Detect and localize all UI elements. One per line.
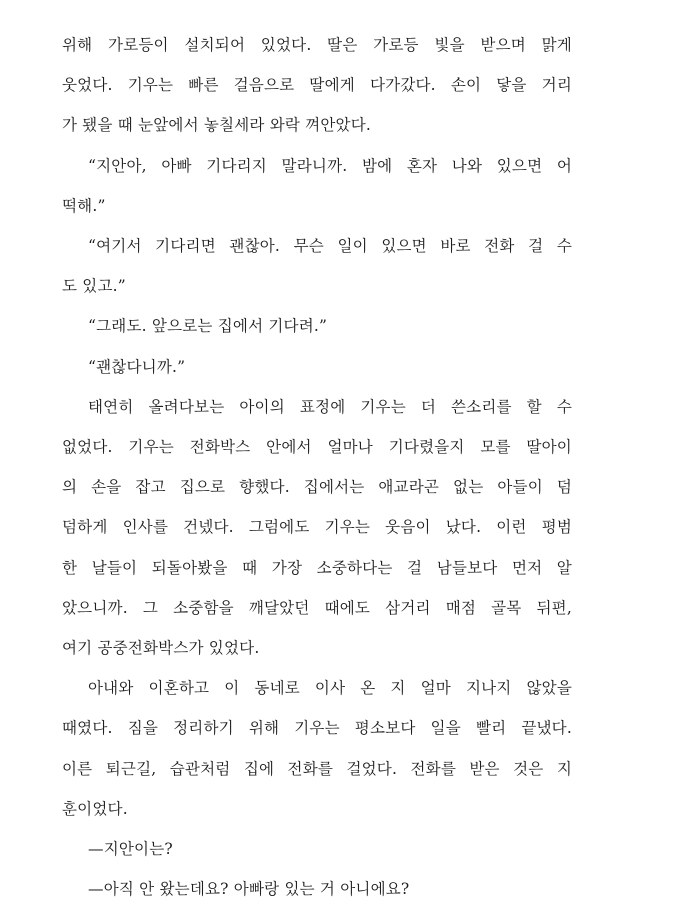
- paragraph-line-indented: 태연히 올려다보는 아이의 표정에 기우는 더 쓴소리를 할 수: [88, 397, 572, 416]
- paragraph-line: 떡해.”: [62, 196, 106, 215]
- paragraph-line: 의 손을 잡고 집으로 향했다. 집에서는 애교라곤 없는 아들이 덤: [62, 478, 572, 497]
- paragraph-line: 았으니까. 그 소중함을 깨달았던 때에도 삼거리 매점 골목 뒤편,: [62, 598, 572, 617]
- paragraph-line: 이른 퇴근길, 습관처럼 집에 전화를 걸었다. 전화를 받은 것은 지: [62, 759, 572, 778]
- paragraph-line-indented: “그래도. 앞으로는 집에서 기다려.”: [88, 317, 328, 336]
- paragraph-line: 가 됐을 때 눈앞에서 놓칠세라 와락 껴안았다.: [62, 116, 372, 135]
- paragraph-line-indented: —아직 안 왔는데요? 아빠랑 있는 거 아니에요?: [88, 880, 410, 899]
- paragraph-line: 한 날들이 되돌아봤을 때 가장 소중하다는 걸 남들보다 먼저 알: [62, 558, 572, 577]
- paragraph-line: 때였다. 짐을 정리하기 위해 기우는 평소보다 일을 빨리 끝냈다.: [62, 719, 572, 738]
- paragraph-line-indented: —지안이는?: [88, 840, 173, 858]
- paragraph-line-indented: “여기서 기다리면 괜찮아. 무슨 일이 있으면 바로 전화 걸 수: [88, 237, 572, 255]
- paragraph-line: 위해 가로등이 설치되어 있었다. 딸은 가로등 빛을 받으며 맑게: [62, 36, 572, 54]
- paragraph-line-indented: “괜찮다니까.”: [88, 357, 186, 376]
- paragraph-line: 덤하게 인사를 건넸다. 그럼에도 기우는 웃음이 났다. 이런 평범: [62, 518, 572, 537]
- paragraph-line: 훈이었다.: [62, 799, 128, 818]
- paragraph-line: 도 있고.”: [62, 277, 126, 296]
- paragraph-line: 웃었다. 기우는 빠른 걸음으로 딸에게 다가갔다. 손이 닿을 거리: [62, 76, 572, 95]
- paragraph-line: 여기 공중전화박스가 있었다.: [62, 639, 260, 657]
- paragraph-line: 없었다. 기우는 전화박스 안에서 얼마나 기다렸을지 모를 딸아이: [62, 438, 572, 456]
- paragraph-line-indented: “지안아, 아빠 기다리지 말라니까. 밤에 혼자 나와 있으면 어: [88, 156, 572, 175]
- paragraph-line-indented: 아내와 이혼하고 이 동네로 이사 온 지 얼마 지나지 않았을: [88, 679, 572, 698]
